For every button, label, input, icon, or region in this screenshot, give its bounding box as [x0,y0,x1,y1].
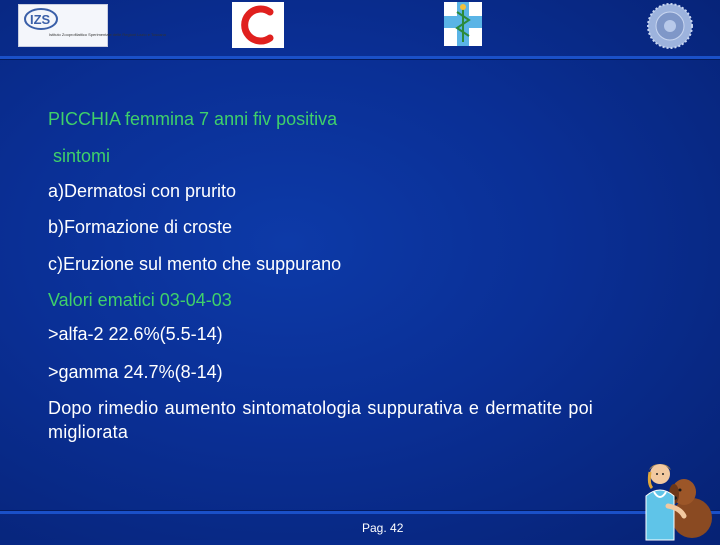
top-rule [0,56,720,60]
caduceus-cross-icon [444,2,482,46]
slide-title: PICCHIA femmina 7 anni fiv positiva [48,109,338,129]
red-c-logo-icon [232,2,284,48]
bottom-rule [0,510,720,514]
conclusion-text: Dopo rimedio aumento sintomatologia suppurativa e dermatite poi migliorata [48,398,593,442]
page-number: Pag. 42 [362,521,404,535]
symptom-item: a)Dermatosi con prurito [48,181,237,201]
izs-logo-icon [18,4,166,47]
symptoms-heading: sintomi [53,146,111,166]
blood-value-item: >alfa-2 22.6%(5.5-14) [48,324,223,344]
svg-text:IZS: IZS [30,12,51,27]
seal-emblem-icon [646,2,694,50]
symptom-item: c)Eruzione sul mento che suppurano [48,254,342,274]
blood-value-item: >gamma 24.7%(8-14) [48,362,223,382]
veterinarian-dog-icon [640,458,720,540]
symptom-item: b)Formazione di croste [48,217,233,237]
institute-logo-text: Istituto Zooprofilattico Sperimentale delle Regioni Lazio e Toscana [49,32,166,37]
blood-values-heading: Valori ematici 03-04-03 [48,290,232,310]
